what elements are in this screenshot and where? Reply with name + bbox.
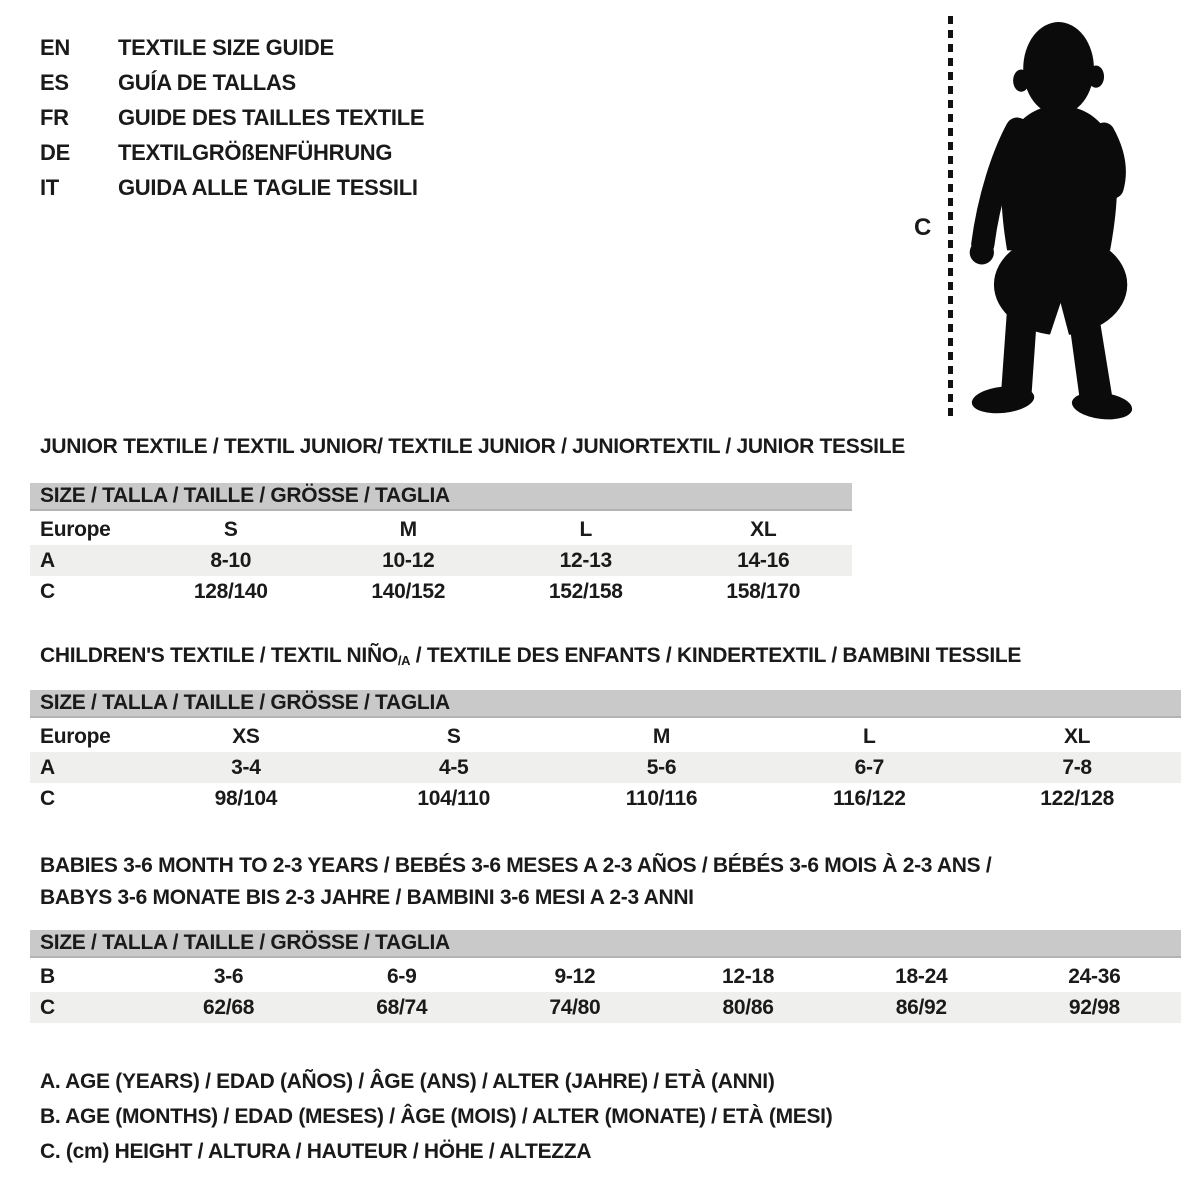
language-title: TEXTILGRÖßENFÜHRUNG [118, 140, 393, 165]
table-cell: 74/80 [549, 995, 601, 1019]
row-label: Europe [40, 724, 111, 748]
row-label: B [40, 964, 55, 988]
table-row-age [30, 752, 1181, 783]
table-cell: 68/74 [376, 995, 428, 1019]
table-cell: 18-24 [895, 964, 948, 988]
table-cell: 12-13 [559, 548, 612, 572]
table-cell: L [579, 517, 593, 541]
table-cell: 7-8 [1062, 755, 1092, 779]
row-label: A [40, 755, 55, 779]
table-cell: M [399, 517, 417, 541]
table-cell: 4-5 [438, 755, 469, 779]
language-list [40, 30, 424, 205]
babies-title-line1: BABIES 3-6 MONTH TO 2-3 YEARS / BEBÉS 3-6 MESES A 2-3 AÑOS / BÉBÉS 3-6 MOIS À 2-3 ANS / [40, 854, 992, 877]
table-cell: 98/104 [214, 786, 278, 810]
table-cell: 8-10 [210, 548, 252, 572]
row-label: C [40, 579, 55, 603]
language-row [40, 100, 424, 135]
language-title: GUIDE DES TAILLES TEXTILE [118, 105, 425, 130]
table-row-height [30, 992, 1181, 1023]
table-cell: 10-12 [382, 548, 435, 572]
table-cell: 140/152 [371, 579, 446, 603]
table-cell: 152/158 [548, 579, 623, 603]
legend-line-age-years: A. AGE (YEARS) / EDAD (AÑOS) / ÂGE (ANS) / ALTER (JAHRE) / ETÀ (ANNI) [40, 1070, 775, 1093]
table-row-height [30, 576, 852, 607]
table-cell: 122/128 [1040, 786, 1114, 810]
language-row [40, 135, 424, 170]
children-size-table [30, 690, 1181, 814]
size-header-label: SIZE / TALLA / TAILLE / GRÖSSE / TAGLIA [40, 931, 450, 954]
babies-section-title [40, 850, 991, 914]
table-cell: 110/116 [625, 786, 698, 810]
language-code: ES [40, 70, 69, 95]
table-cell: S [223, 517, 238, 541]
babies-size-table [30, 930, 1181, 1023]
table-cell: 9-12 [554, 964, 596, 988]
children-title-part1: CHILDREN'S TEXTILE / TEXTIL NIÑO [40, 644, 398, 667]
legend-line-height: C. (cm) HEIGHT / ALTURA / HAUTEUR / HÖHE / ALTEZZA [40, 1140, 592, 1163]
legend-line-age-months: B. AGE (MONTHS) / EDAD (MESES) / ÂGE (MOIS) / ALTER (MONATE) / ETÀ (MESI) [40, 1105, 833, 1128]
junior-section-title: JUNIOR TEXTILE / TEXTIL JUNIOR/ TEXTILE JUNIOR / JUNIORTEXTIL / JUNIOR TESSILE [40, 435, 905, 458]
table-cell: XL [1063, 724, 1091, 748]
size-header-bar [30, 690, 1181, 718]
row-label: Europe [40, 517, 111, 541]
language-title: GUÍA DE TALLAS [118, 70, 296, 95]
table-row-age [30, 545, 852, 576]
language-title: TEXTILE SIZE GUIDE [118, 35, 334, 60]
size-header-bar [30, 483, 852, 511]
table-cell: 6-9 [387, 964, 417, 988]
toddler-silhouette-icon [962, 16, 1140, 420]
table-cell: 24-36 [1068, 964, 1121, 988]
language-row [40, 170, 424, 205]
table-cell: 92/98 [1068, 995, 1120, 1019]
language-row [40, 65, 424, 100]
language-title: GUIDA ALLE TAGLIE TESSILI [118, 175, 418, 200]
table-row-age-months [30, 961, 1181, 992]
table-row-height [30, 783, 1181, 814]
junior-size-table [30, 483, 852, 607]
table-cell: 14-16 [737, 548, 790, 572]
table-cell: 128/140 [193, 579, 268, 603]
height-measure-label: C [914, 214, 932, 241]
children-section-title [40, 645, 1021, 672]
table-cell: XL [750, 517, 777, 541]
table-cell: 158/170 [726, 579, 801, 603]
table-cell: 3-6 [213, 964, 244, 988]
row-label: C [40, 995, 55, 1019]
row-label: C [40, 786, 55, 810]
language-row [40, 30, 424, 65]
children-title-part2: / TEXTILE DES ENFANTS / KINDERTEXTIL / BAMBINI TESSILE [410, 644, 1022, 667]
row-label: A [40, 548, 55, 572]
table-cell: 80/86 [722, 995, 774, 1019]
table-cell: 12-18 [721, 964, 775, 988]
table-cell: 6-7 [854, 755, 885, 779]
table-cell: L [863, 724, 876, 748]
size-header-label: SIZE / TALLA / TAILLE / GRÖSSE / TAGLIA [40, 691, 450, 714]
babies-title-line2: BABYS 3-6 MONATE BIS 2-3 JAHRE / BAMBINI 3-6 MESI A 2-3 ANNI [40, 886, 694, 909]
table-cell: 116/122 [832, 786, 906, 810]
height-dashed-line [948, 16, 953, 416]
size-header-label: SIZE / TALLA / TAILLE / GRÖSSE / TAGLIA [40, 484, 450, 507]
language-code: DE [40, 140, 70, 165]
children-title-subscript: /A [397, 653, 411, 668]
table-cell: 3-4 [231, 755, 261, 779]
language-code: IT [40, 175, 59, 200]
language-code: EN [40, 35, 70, 60]
language-code: FR [40, 105, 69, 130]
table-row-sizes [30, 721, 1181, 752]
size-header-bar [30, 930, 1181, 958]
table-cell: 86/92 [895, 995, 947, 1019]
table-cell: S [446, 724, 461, 748]
legend [40, 1064, 832, 1169]
table-cell: 62/68 [203, 995, 255, 1019]
table-row-sizes [30, 514, 852, 545]
table-cell: M [652, 724, 671, 748]
table-cell: 104/110 [417, 786, 491, 810]
table-cell: 5-6 [646, 755, 677, 779]
table-cell: XS [232, 724, 260, 748]
